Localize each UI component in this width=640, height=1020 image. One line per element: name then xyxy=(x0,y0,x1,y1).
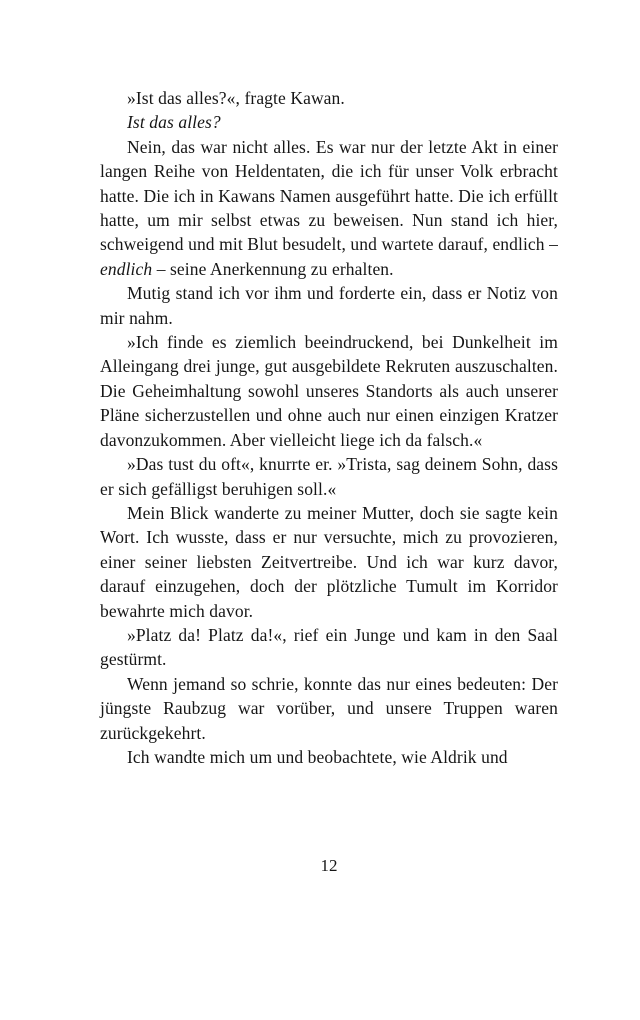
text-segment: »Platz da! Platz da!«, rief ein Junge und kam in den Saal gestürmt. xyxy=(100,624,558,670)
text-segment: Nein, das war nicht alles. Es war nur der letzte Akt in einer langen Reihe von Heldentaten, die ich für unser Volk erbracht hatte. Die ich in Kawans Namen ausgeführt hatte. Die ich erfüllt hatte, um mir selbst etwas zu beweisen. Nun stand ich hier, schweigend und mit Blut besudelt, und wartete darauf, endlich – xyxy=(100,136,558,255)
text-segment: Ich wandte mich um und beobachtete, wie Aldrik und xyxy=(127,746,508,767)
page-number: 12 xyxy=(320,856,338,875)
text-segment: »Ist das alles?«, fragte Kawan. xyxy=(127,88,345,108)
italic-text-segment: Ist das alles? xyxy=(127,112,221,133)
paragraph xyxy=(100,281,558,330)
text-segment: Mein Blick wanderte zu meiner Mutter, doch sie sagte kein Wort. Ich wusste, dass er nur versuchte, mich zu provozieren, einer seiner liebsten Zeitvertreibe. Und ich war kurz davor, darauf einzugehen, doch der plötzliche Tumult im Korridor bewahrte mich davor. xyxy=(100,502,558,621)
text-segment: – seine Anerkennung zu erhalten. xyxy=(152,258,394,279)
paragraph xyxy=(100,452,558,501)
text-block xyxy=(100,86,558,769)
text-segment: Wenn jemand so schrie, konnte das nur eines bedeuten: Der jüngste Raubzug war vorüber, und unsere Truppen waren zurückgekehrt. xyxy=(100,673,558,743)
paragraph xyxy=(100,672,558,745)
paragraph xyxy=(100,110,558,134)
text-segment: Mutig stand ich vor ihm und forderte ein, dass er Notiz von mir nahm. xyxy=(100,283,558,328)
paragraph xyxy=(100,86,558,110)
text-segment: »Das tust du oft«, knurrte er. »Trista, sag deinem Sohn, dass er sich gefälligst beruhigen soll.« xyxy=(100,454,558,499)
paragraph xyxy=(100,135,558,281)
text-segment: »Ich finde es ziemlich beeindruckend, bei Dunkelheit im Alleingang drei junge, gut ausgebildete Rekruten auszuschalten. Die Geheimhaltung sowohl unseres Standorts als auch unserer Pläne sicherzustellen und ohne auch nur einen einzigen Kratzer davonzukommen. Aber vielleicht liege ich da falsch.« xyxy=(100,332,558,450)
paragraph xyxy=(100,745,558,769)
paragraph xyxy=(100,501,558,623)
paragraph xyxy=(100,623,558,672)
italic-text-segment: endlich xyxy=(100,258,153,279)
paragraph xyxy=(100,330,558,452)
